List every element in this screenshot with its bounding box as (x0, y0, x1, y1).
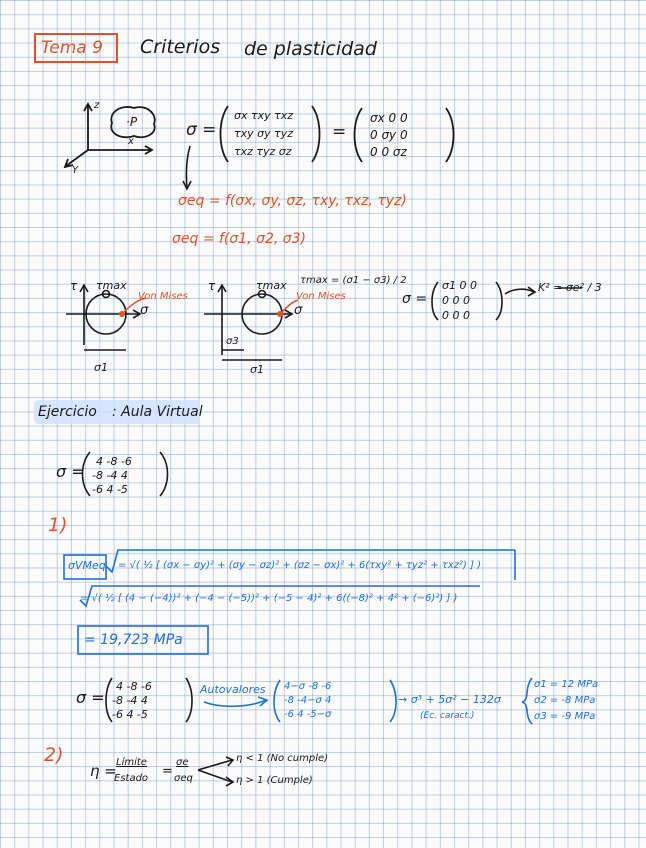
axes-3d-icon (65, 104, 155, 167)
eigen-matrix-row2: -8 -4 4 (112, 694, 148, 707)
k-formula: K² = σe² / 3 (538, 281, 602, 294)
mohr2-von-mises: Von Mises (296, 291, 346, 302)
part2-label: 2) (44, 744, 64, 766)
principal-sigma2: σ2 = -8 MPa (534, 695, 596, 706)
mohr2-sigma-axis: σ (294, 303, 303, 318)
principal-sigma3: σ3 = -9 MPa (534, 711, 596, 722)
axis-z-label: z (94, 100, 100, 111)
eq-general: σeq = f(σx, σy, σz, τxy, τxz, τyz) (178, 193, 407, 209)
exercise-title: Ejercicio (38, 404, 97, 420)
tensor-full-row2: τxy σy τyz (234, 127, 294, 140)
eta-lhs: η = (90, 762, 117, 780)
vm-lhs: σVMeq (68, 559, 106, 572)
eta-denominator-2: σeq (174, 773, 193, 784)
mohr-circle-1 (66, 285, 140, 350)
eigen-shift-row3: -6 4 -5−σ (284, 709, 332, 720)
vm-substitution: = √( ½ [ (4 − (−4))² + (−4 − (−5))² + (−5 − 4)² + 6((−8)² + 4² + (−6)²) ] ) (80, 593, 458, 604)
page-title-part1: Criterios (140, 36, 221, 58)
eta-numerator-2: σe (176, 757, 189, 768)
axis-x-label: x (128, 136, 134, 147)
eta-equals: = (162, 764, 173, 779)
mohr1-von-mises: Von Mises (138, 291, 188, 302)
vm-formula: = √( ½ [ (σx − σy)² + (σy − σz)² + (σz − σx)² + 6(τxy² + τyz² + τxz²) ] ) (118, 560, 482, 571)
mohr1-sigma1: σ1 (94, 361, 108, 374)
uniaxial-row3: 0 0 0 (442, 309, 470, 322)
eq-principal: σeq = f(σ1, σ2, σ3) (172, 231, 306, 247)
autovalores-label: Autovalores (200, 683, 266, 696)
eigen-shift-row1: 4−σ -8 -6 (284, 681, 332, 692)
eigen-sigma-lhs: σ = (76, 688, 105, 707)
point-p-label: ·P (126, 115, 138, 129)
tensor-diag-row3: 0 0 σz (370, 145, 407, 159)
exercise-subtitle: : Aula Virtual (112, 404, 203, 420)
mohr1-tau-max: τmax (96, 279, 127, 292)
eta-numerator: Límite (116, 757, 147, 768)
uniaxial-row2: 0 0 0 (442, 294, 470, 307)
tensor-equals: = (332, 122, 347, 142)
tensor-full-row1: σx τxy τxz (234, 109, 294, 122)
mohr1-sigma-axis: σ (140, 303, 149, 318)
uniaxial-row1: σ1 0 0 (442, 279, 477, 292)
down-arrow-icon (183, 146, 191, 189)
eta-case-cumple: η > 1 (Cumple) (236, 775, 313, 786)
mohr2-tau-max: τmax (256, 279, 287, 292)
page-title-part2: de plasticidad (244, 38, 377, 60)
exercise-matrix-row3: -6 4 -5 (92, 483, 128, 496)
char-note: (Ec. caract.) (420, 711, 475, 721)
eigen-matrix-row3: -6 4 -5 (112, 708, 148, 721)
exercise-matrix-row1: 4 -8 -6 (96, 455, 132, 468)
vm-result: = 19,723 MPa (84, 632, 183, 648)
axis-y-label: Y (72, 165, 79, 176)
eta-denominator: Estado (114, 773, 149, 784)
principal-sigma1: σ1 = 12 MPa (534, 679, 599, 690)
char-equation: → σ³ + 5σ² − 132σ (398, 693, 501, 706)
mohr2-tau: τ (208, 279, 216, 293)
mohr1-tau: τ (70, 279, 78, 293)
eigen-shift-row2: -8 -4−σ 4 (284, 695, 332, 706)
tau-max-formula: τmax = (σ1 − σ3) / 2 (300, 275, 407, 286)
eta-branch-arrows (198, 757, 233, 786)
mohr2-sigma1: σ1 (250, 363, 264, 376)
mohr2-sigma3: σ3 (226, 336, 239, 347)
eta-case-no-cumple: η < 1 (No cumple) (236, 753, 329, 764)
tensor-diag-row2: 0 σy 0 (370, 128, 408, 142)
exercise-sigma-lhs: σ = (56, 462, 85, 481)
tema-label: Tema 9 (41, 38, 103, 58)
part1-label: 1) (48, 514, 68, 536)
sigma-lhs: σ = (186, 120, 217, 140)
tensor-full-row3: τxz τyz σz (234, 145, 292, 158)
mohr-circle-2 (204, 285, 292, 360)
exercise-matrix-row2: -8 -4 4 (92, 469, 128, 482)
tensor-diag-row1: σx 0 0 (370, 111, 408, 125)
eigen-matrix-row1: 4 -8 -6 (116, 680, 152, 693)
uniaxial-lhs: σ = (402, 291, 428, 307)
